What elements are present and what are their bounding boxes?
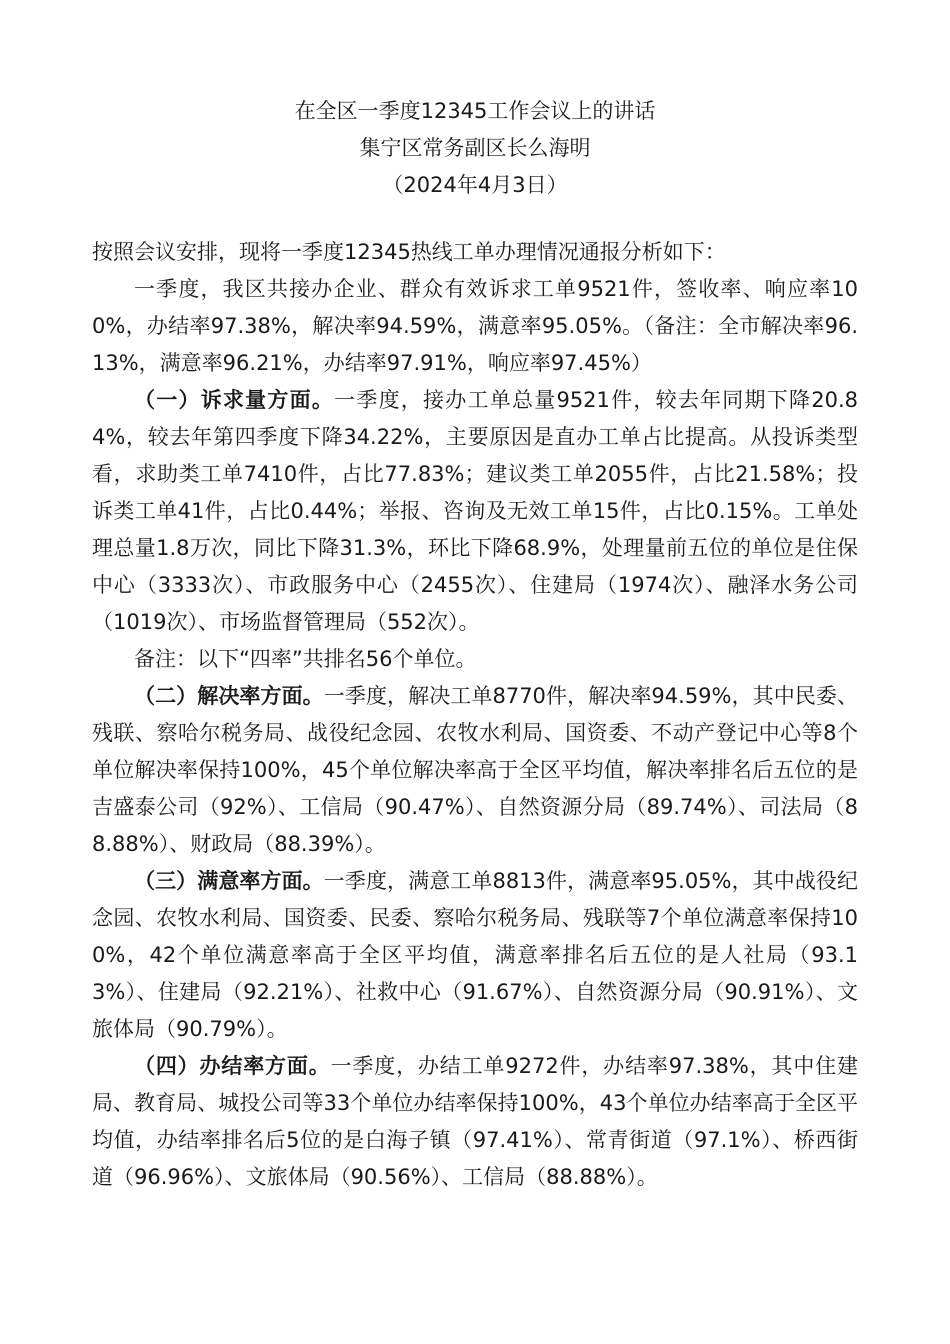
document-title: 在全区一季度12345工作会议上的讲话 [294, 99, 656, 123]
speaker-line: 集宁区常务副区长么海明 [359, 136, 591, 160]
ranking-note [92, 641, 858, 678]
section-text: 一季度，满意工单8813件，满意率95.05%，其中战役纪念园、农牧水利局、国资委、民委、察哈尔税务局、残联等7个单位满意率保持100%，42个单位满意率高于全区平均值，满意率排名后五位的是人社局（93.13%）、住建局（92.21%）、社救中心（91.67%）、自然资源分局（90.91%）、文旅体局（90.79%）。 [92, 869, 859, 1041]
section-heading: （二）解决率方面。 [134, 684, 324, 708]
section-satisfaction-rate [92, 863, 858, 1048]
section-complaint-volume [92, 382, 858, 641]
section-resolution-rate [92, 678, 858, 863]
document-body [92, 234, 858, 1196]
overview-paragraph: 一季度，我区共接办企业、群众有效诉求工单9521件，签收率、响应率100%，办结率97.38%，解决率94.59%，满意率95.05%。（备注：全市解决率96.13%，满意率96.21%，办结率97.91%，响应率97.45%） [92, 277, 858, 375]
section-heading: （四）办结率方面。 [134, 1054, 331, 1078]
section-text: 一季度，办结工单9272件，办结率97.38%，其中住建局、教育局、城投公司等33个单位办结率保持100%，43个单位办结率高于全区平均值，办结率排名后5位的是白海子镇（97.41%）、常青街道（97.1%）、桥西街道（96.96%）、文旅体局（90.56%）、工信局（88.88%）。 [92, 1054, 859, 1189]
section-heading: （三）满意率方面。 [134, 869, 324, 893]
section-heading: （一）诉求量方面。 [134, 388, 335, 412]
section-text: 一季度，解决工单8770件，解决率94.59%，其中民委、残联、察哈尔税务局、战役纪念园、农牧水利局、国资委、不动产登记中心等8个单位解决率保持100%，45个单位解决率高于全区平均值，解决率排名后五位的是吉盛泰公司（92%）、工信局（90.47%）、自然资源分局（89.74%）、司法局（88.88%）、财政局（88.39%）。 [92, 684, 859, 856]
section-text: 一季度，接办工单总量9521件，较去年同期下降20.84%，较去年第四季度下降34.22%，主要原因是直办工单占比提高。从投诉类型看，求助类工单7410件，占比77.83%；建议类工单2055件，占比21.58%；投诉类工单41件，占比0.44%；举报、咨询及无效工单15件，占比0.15%。工单处理总量1.8万次，同比下降31.3%，环比下降68.9%，处理量前五位的单位是住保中心（3333次）、市政服务中心（2455次）、住建局（1974次）、融泽水务公司（1019次）、市场监督管理局（552次）。 [92, 388, 858, 634]
date-line: （2024年4月3日） [382, 173, 568, 197]
title-block [92, 93, 858, 204]
intro-paragraph: 按照会议安排，现将一季度12345热线工单办理情况通报分析如下： [92, 240, 726, 264]
section-completion-rate [92, 1048, 858, 1196]
note-text: 备注：以下“四率”共排名56个单位。 [134, 647, 477, 671]
